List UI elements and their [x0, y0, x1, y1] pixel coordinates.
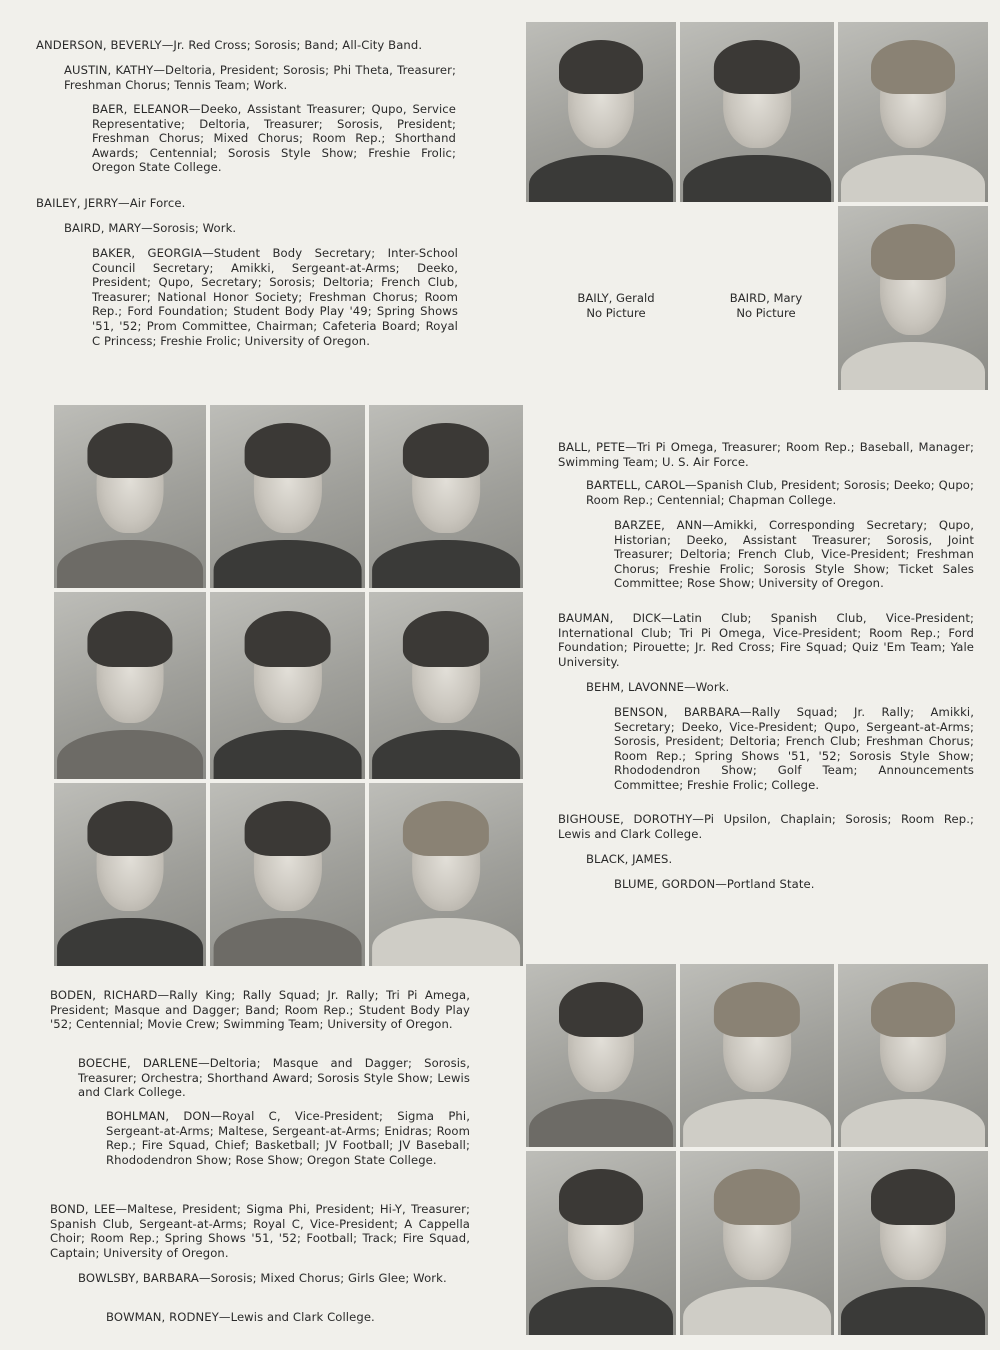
- student-portrait: [680, 22, 834, 202]
- entry-baer: BAER, ELEANOR—Deeko, Assistant Treasurer; Qupo, Service Representative; Deltoria, Treasurer; Sorosis, President; Freshman Chorus; Mixed Chorus; Room Rep.; Shorthand Awards; Centennial; Sorosis Style Show; Freshie Frolic; Oregon State College.: [92, 102, 456, 175]
- student-portrait: [210, 405, 365, 588]
- entry-bond: BOND, LEE—Maltese, President; Sigma Phi, President; Hi-Y, Treasurer; Spanish Club, Sergeant-at-Arms; Royal C, Vice-President; A Cappella Choir; Room Rep.; Spring Shows '51, '52; Football; Track; Fire Squad, Captain; University of Oregon.: [50, 1202, 470, 1260]
- entry-ball: BALL, PETE—Tri Pi Omega, Treasurer; Room Rep.; Baseball, Manager; Swimming Team; U. S. Air Force.: [558, 440, 974, 469]
- entry-benson: BENSON, BARBARA—Rally Squad; Jr. Rally; Amikki, Secretary; Deeko, Vice-President; Qupo, Sergeant-at-Arms; Sorosis, President; Deltoria; French Club; Freshman Chorus; Room Rep.; Spring Shows '51, '52; Sorosis Style Show; Rhododendron Show; Golf Team; Announcements Committee; Freshie Frolic; College.: [614, 705, 974, 792]
- entry-bailey: BAILEY, JERRY—Air Force.: [36, 196, 186, 210]
- student-portrait: [210, 783, 365, 966]
- no-picture-baird: [706, 291, 826, 320]
- entry-baker: BAKER, GEORGIA—Student Body Secretary; Inter-School Council Secretary; Amikki, Sergeant-at-Arms; Deeko, President; Qupo, Secretary; Sorosis; Deltoria; French Club, Treasurer; National Honor Society; Freshman Chorus; Room Rep.; Ford Foundation; Student Body Play '49; Spring Shows '51, '52; Prom Committee, Chairman; Cafeteria Board; Royal C Princess; Freshie Frolic; University of Oregon.: [92, 246, 458, 348]
- student-portrait: [369, 592, 523, 779]
- student-portrait: [680, 1151, 834, 1335]
- entry-anderson: ANDERSON, BEVERLY—Jr. Red Cross; Sorosis; Band; All-City Band.: [36, 38, 423, 52]
- student-portrait: [838, 206, 988, 390]
- student-portrait: [210, 592, 365, 779]
- no-picture-baily: [556, 291, 676, 320]
- entry-bowlsby: BOWLSBY, BARBARA—Sorosis; Mixed Chorus; Girls Glee; Work.: [78, 1271, 447, 1285]
- entry-austin: AUSTIN, KATHY—Deltoria, President; Sorosis; Phi Theta, Treasurer; Freshman Chorus; Tennis Team; Work.: [64, 63, 456, 92]
- entry-boeche: BOECHE, DARLENE—Deltoria; Masque and Dagger; Sorosis, Treasurer; Orchestra; Shorthand Award; Sorosis Style Show; Lewis and Clark College.: [78, 1056, 470, 1100]
- student-portrait: [838, 1151, 988, 1335]
- entry-bighouse: BIGHOUSE, DOROTHY—Pi Upsilon, Chaplain; Sorosis; Room Rep.; Lewis and Clark College.: [558, 812, 974, 841]
- entry-blume: BLUME, GORDON—Portland State.: [614, 877, 815, 891]
- student-portrait: [526, 22, 676, 202]
- student-portrait: [54, 783, 206, 966]
- no-picture-note: No Picture: [736, 305, 796, 320]
- student-portrait: [838, 22, 988, 202]
- entry-bartell: BARTELL, CAROL—Spanish Club, President; Sorosis; Deeko; Qupo; Room Rep.; Centennial; Chapman College.: [586, 478, 974, 507]
- entry-barzee: BARZEE, ANN—Amikki, Corresponding Secretary; Qupo, Historian; Deeko, Assistant Treasurer; Sorosis, Joint Treasurer; Deltoria; French Club, Vice-President; Freshman Chorus; Freshie Frolic; Sorosis Style Show; Ticket Sales Committee; Rose Show; University of Oregon.: [614, 518, 974, 591]
- no-picture-note: No Picture: [586, 305, 646, 320]
- student-portrait: [369, 405, 523, 588]
- student-portrait: [526, 1151, 676, 1335]
- entry-behm: BEHM, LAVONNE—Work.: [586, 680, 730, 694]
- entry-bauman: BAUMAN, DICK—Latin Club; Spanish Club, Vice-President; International Club; Tri Pi Omega, Vice-President; Room Rep.; Ford Foundation; Pirouette; Jr. Red Cross; Fire Squad; Quiz 'Em Team; Yale University.: [558, 611, 974, 669]
- entry-black: BLACK, JAMES.: [586, 852, 673, 866]
- student-portrait: [680, 964, 834, 1147]
- entry-bowman: BOWMAN, RODNEY—Lewis and Clark College.: [106, 1310, 375, 1324]
- entry-bohlman: BOHLMAN, DON—Royal C, Vice-President; Sigma Phi, Sergeant-at-Arms; Maltese, Sergeant-at-Arms; Enidras; Room Rep.; Fire Squad, Chief; Basketball; JV Football; JV Baseball; Rhododendron Show; Rose Show; Oregon State College.: [106, 1109, 470, 1167]
- student-portrait: [526, 964, 676, 1147]
- student-portrait: [369, 783, 523, 966]
- entry-baird: BAIRD, MARY—Sorosis; Work.: [64, 221, 237, 235]
- student-portrait: [54, 592, 206, 779]
- entry-boden: BODEN, RICHARD—Rally King; Rally Squad; Jr. Rally; Tri Pi Amega, President; Masque and Dagger; Band; Room Rep.; Student Body Play '52; Centennial; Movie Crew; Swimming Team; University of Oregon.: [50, 988, 470, 1032]
- no-picture-name: BAIRD, Mary: [729, 291, 803, 305]
- student-portrait: [54, 405, 206, 588]
- student-portrait: [838, 964, 988, 1147]
- no-picture-name: BAILY, Gerald: [577, 291, 655, 305]
